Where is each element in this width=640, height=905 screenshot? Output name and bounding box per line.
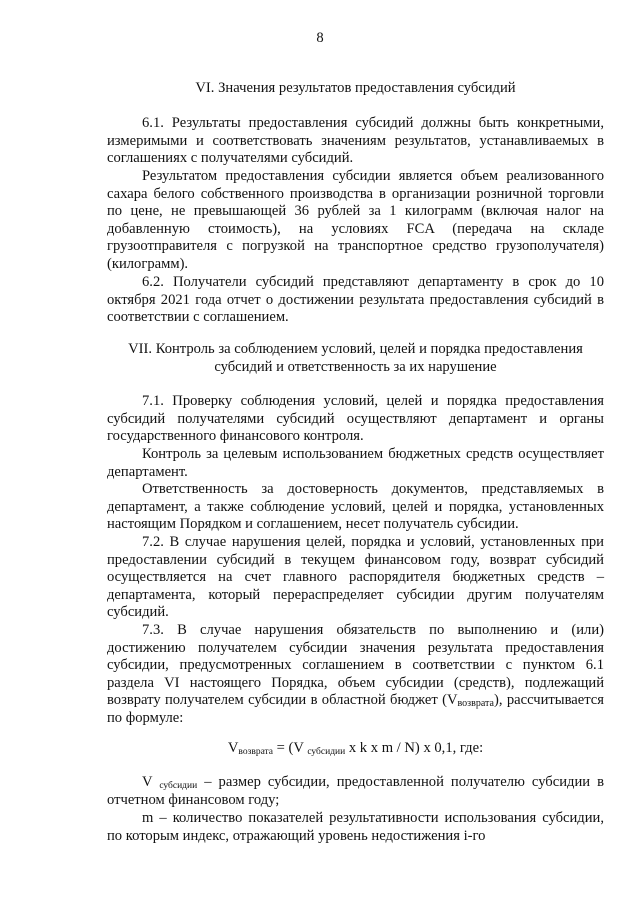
definition-m: m – количество показателей результативности использования субсидии, по которым индекс, отражающий уровень недостижения i-го [107,810,604,844]
formula-lhs: V [227,740,239,756]
paragraph-7-3-tail: ), рассчитывается по формуле: [107,692,604,726]
definition-v-text: – размер субсидии, предоставленной получателю субсидии в отчетном финансовом году; [107,774,604,808]
paragraph-6-1: 6.1. Результаты предоставления субсидий должны быть конкретными, измеримыми и соответствовать значениям результатов, устанавливаемых в соглашениях с получателями субсидий. [107,115,604,167]
definition-v-subscript: субсидии [159,781,198,791]
section-7-title [107,341,604,376]
paragraph-7-3 [107,622,604,728]
formula-v-subscript: субсидии [307,747,346,757]
paragraph-7-1-control: Контроль за целевым использованием бюджетных средств осуществляет департамент. [107,446,604,480]
return-formula [107,740,604,758]
page-number: 8 [316,30,324,46]
paragraph-7-3-text: 7.3. В случае нарушения обязательств по выполнению и (или) достижению получателем субсидии значения результата предоставления субсидии, предусмотренных соглашением в соответствии с пунктом 6.1 раздела VI настоящего Порядка, объем субсидии (средств), подлежащий возврату получателем субсидии в областной бюджет (V [107,622,604,709]
paragraph-7-3-subscript: возврата [457,698,494,710]
formula-rest: x k x m / N) x 0,1, где: [345,740,484,756]
definition-v-symbol: V [142,774,160,790]
section-7-title-line2: субсидий и ответственность за их нарушение [214,358,497,375]
formula-lhs-subscript: возврата [238,747,274,757]
paragraph-7-2: 7.2. В случае нарушения целей, порядка и условий, установленных при предоставлении субсидий в текущем финансовом году, возврат субсидий осуществляется на счет главного распорядителя бюджетных средств – департамента, который перераспределяет субсидии другим получателям субсидий. [107,534,604,621]
paragraph-6-1-result: Результатом предоставления субсидии является объем реализованного сахара белого собственного производства в организации розничной торговли по цене, не превышающей 36 рублей за 1 килограмм (включая налог на добавленную стоимость), на условиях FCA (передача на складе грузоотправителя с погрузкой на транспортное средство грузополучателя) (килограмм). [107,168,604,272]
section-6-title: VI. Значения результатов предоставления субсидий [195,80,516,96]
paragraph-7-1-responsibility: Ответственность за достоверность документов, представляемых в департамент, а также соблюдение условий, целей и порядка, установленных настоящим Порядком и соглашением, несет получатель субсидии. [107,481,604,533]
formula-eq-open: = (V [273,740,308,756]
definition-v-subsidy [107,774,604,809]
paragraph-6-2: 6.2. Получатели субсидий представляют департаменту в срок до 10 октября 2021 года отчет о достижении результата предоставления субсидий в соответствии с соглашением. [107,274,604,326]
section-7-title-line1: VII. Контроль за соблюдением условий, целей и порядка предоставления [128,341,583,357]
paragraph-7-1: 7.1. Проверку соблюдения условий, целей и порядка предоставления субсидий получателями субсидий осуществляют департамент и органы государственного финансового контроля. [107,393,604,445]
